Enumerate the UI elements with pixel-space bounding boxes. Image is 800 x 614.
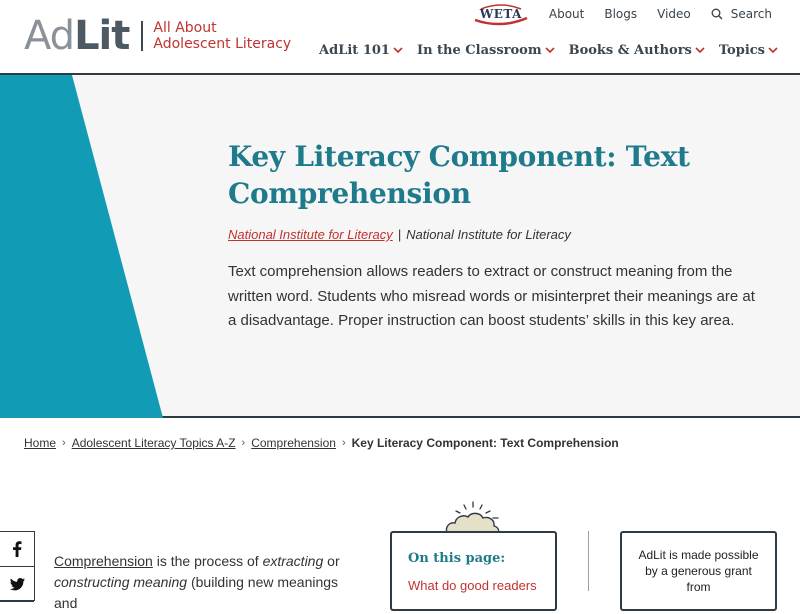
- page-title: Key Literacy Component: Text Comprehension: [228, 140, 690, 210]
- chevron-down-icon: [768, 47, 778, 54]
- source-organization: National Institute for Literacy: [406, 227, 571, 242]
- sponsor-text-line: from: [686, 580, 711, 594]
- search-label: Search: [730, 7, 772, 21]
- intro-emphasis: constructing meaning: [54, 574, 188, 590]
- article-summary: Text comprehension allows readers to extract or construct meaning from the written word. Students who misread words or misinterpret their meanings are at a disadvantage. Proper instruction can boost students’ skills in this key area.: [228, 263, 755, 329]
- chevron-down-icon: [545, 47, 555, 54]
- breadcrumb-comprehension[interactable]: Comprehension: [251, 436, 336, 450]
- main-nav: [305, 43, 778, 58]
- source-link[interactable]: National Institute for Literacy: [228, 227, 393, 242]
- breadcrumb-home[interactable]: Home: [24, 436, 57, 450]
- intro-text: or: [323, 553, 340, 569]
- nav-label: AdLit 101: [319, 43, 390, 58]
- nav-item-books-authors[interactable]: [569, 43, 705, 58]
- breadcrumb-topics-a-z[interactable]: Adolescent Literacy Topics A-Z: [71, 436, 236, 450]
- logo-wordmark: AdLit: [24, 13, 130, 59]
- on-this-page-box: [390, 531, 557, 611]
- sponsor-text-line: by a generous grant: [645, 564, 752, 578]
- logo-divider: [141, 21, 143, 51]
- breadcrumb: [24, 436, 619, 450]
- article-hero: [0, 75, 800, 418]
- twitter-share-button[interactable]: [0, 567, 34, 602]
- on-this-page-title: On this page:: [408, 551, 506, 566]
- on-this-page-link[interactable]: What do good readers: [408, 578, 537, 593]
- social-share-bar: [0, 531, 35, 601]
- column-divider: [588, 531, 589, 591]
- intro-emphasis: extracting: [262, 553, 324, 569]
- comprehension-link[interactable]: Comprehension: [54, 553, 153, 569]
- weta-logo[interactable]: WETA: [473, 3, 529, 25]
- chevron-down-icon: [393, 47, 403, 54]
- logo-tagline: All About Adolescent Literacy: [153, 20, 292, 52]
- nav-label: Topics: [718, 43, 765, 58]
- nav-label: In the Classroom: [416, 43, 542, 58]
- adlit-logo[interactable]: [24, 14, 291, 58]
- blogs-link[interactable]: Blogs: [604, 7, 638, 21]
- sponsor-box: [620, 531, 777, 611]
- intro-text: is the process of: [152, 553, 263, 569]
- search-icon: [711, 8, 723, 20]
- chevron-down-icon: [695, 47, 705, 54]
- nav-item-topics[interactable]: [719, 43, 778, 58]
- sponsor-text-line: AdLit is made possible: [638, 548, 759, 562]
- twitter-icon: [10, 578, 25, 590]
- source-separator: |: [397, 227, 402, 242]
- site-header: [0, 0, 800, 75]
- nav-label: Books & Authors: [568, 43, 692, 58]
- facebook-icon: [12, 541, 22, 557]
- chevron-right-icon: ›: [62, 437, 66, 449]
- breadcrumb-current: Key Literacy Component: Text Comprehension: [351, 436, 619, 450]
- utility-nav: [473, 5, 772, 23]
- nav-item-in-the-classroom[interactable]: [417, 43, 555, 58]
- article-intro: [54, 551, 354, 614]
- facebook-share-button[interactable]: [0, 532, 34, 567]
- chevron-right-icon: ›: [341, 437, 346, 449]
- video-link[interactable]: Video: [657, 7, 691, 21]
- chevron-right-icon: ›: [241, 437, 246, 449]
- hero-teal-shape: [0, 75, 170, 418]
- intro-text: (building new meanings and: [54, 574, 339, 611]
- search-button[interactable]: [711, 7, 772, 21]
- nav-item-adlit-101[interactable]: [319, 43, 403, 58]
- article-source: [228, 227, 571, 242]
- about-link[interactable]: About: [548, 7, 585, 21]
